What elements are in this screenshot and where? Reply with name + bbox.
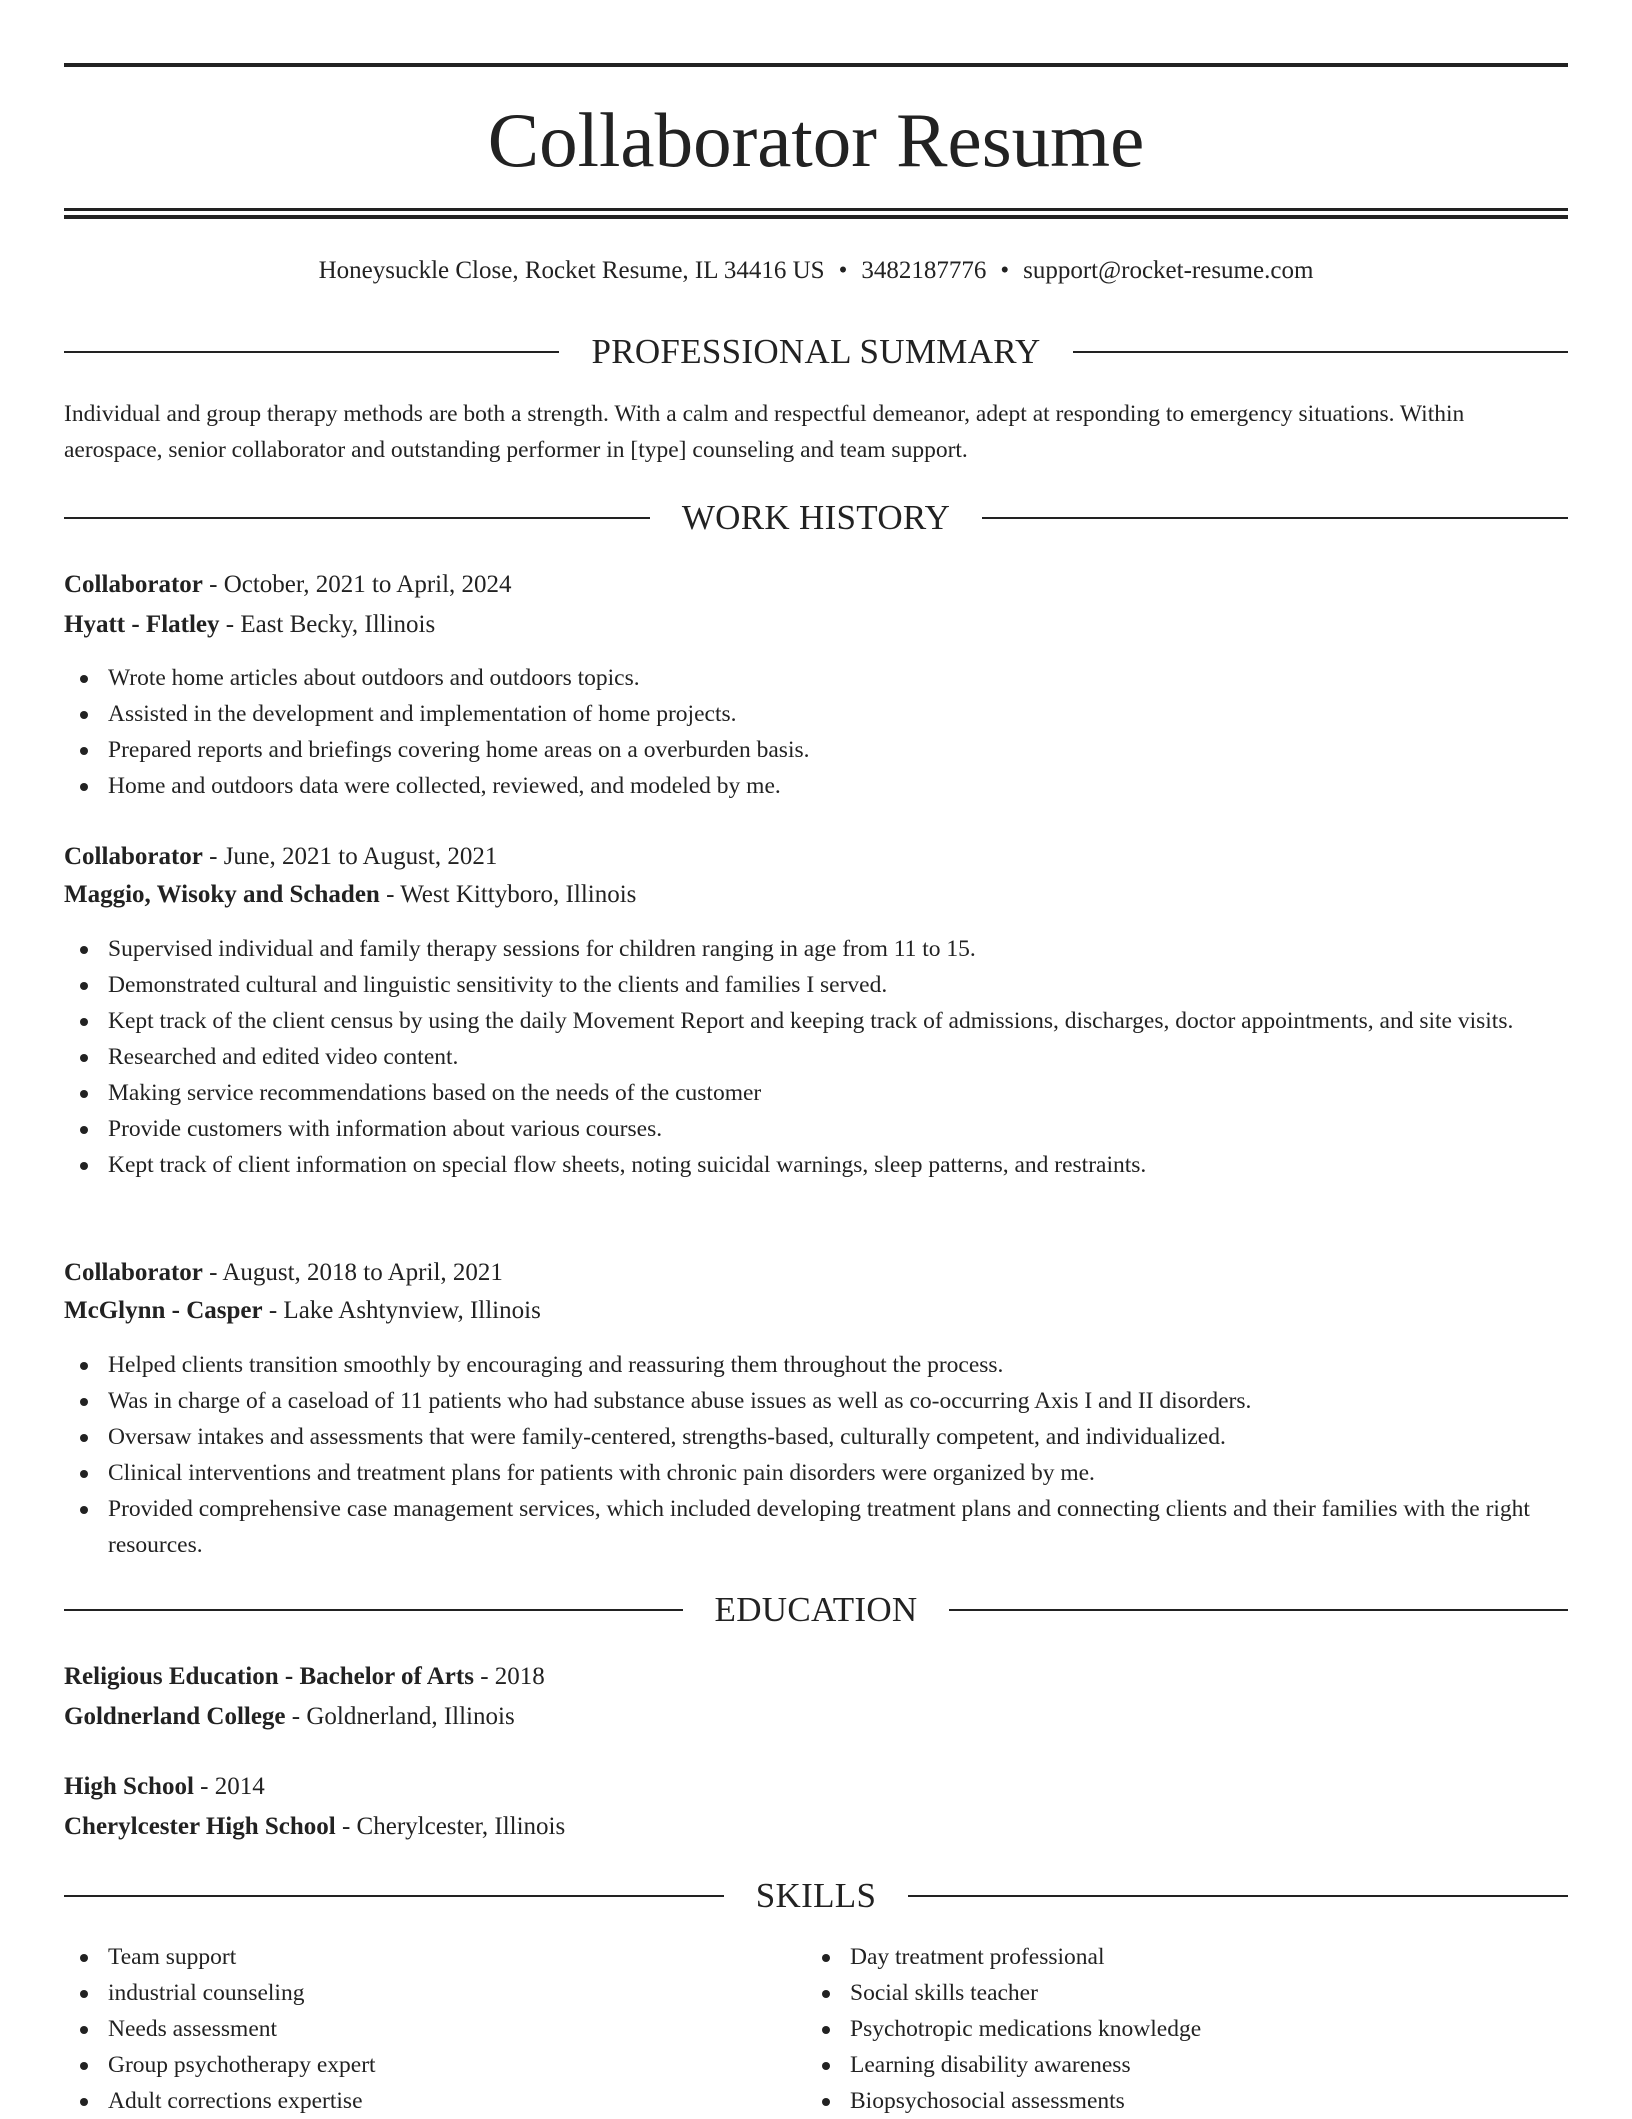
job-dates: - June, 2021 to August, 2021	[202, 843, 498, 870]
list-item: Wrote home articles about outdoors and outdoors topics.	[64, 660, 1568, 696]
job-title: Collaborator	[64, 571, 203, 598]
top-rule	[64, 63, 1568, 67]
list-item: Oversaw intakes and assessments that were family-centered, strengths-based, culturally competent, and individualized.	[64, 1419, 1568, 1455]
list-item: Assisted in the development and implementation of home projects.	[64, 696, 1568, 732]
list-item: Demonstrated cultural and linguistic sensitivity to the clients and families I served.	[64, 967, 1568, 1003]
job-dates: - October, 2021 to April, 2024	[202, 571, 512, 598]
job-company-line	[64, 876, 1568, 914]
contact-phone: 3482187776	[861, 257, 987, 284]
list-item: Psychotropic medications knowledge	[806, 2011, 1632, 2047]
resume-title: Collaborator Resume	[487, 97, 1145, 183]
section-heading-work-history	[64, 496, 1568, 540]
education-school: Cherylcester High School	[64, 1813, 336, 1840]
section-title: SKILLS	[755, 1876, 877, 1915]
list-item: Biopsychosocial assessments	[806, 2083, 1632, 2119]
section-title: PROFESSIONAL SUMMARY	[591, 332, 1041, 371]
list-item: Day treatment professional	[806, 1939, 1632, 1975]
heading-rule	[908, 1895, 1568, 1897]
summary-text: Individual and group therapy methods are both a strength. With a calm and respectful demeanor, adept at responding to emergency situations. Within aerospace, senior collaborator and outstanding performer in [type] counseling and team support.	[64, 401, 1465, 463]
job-company-line	[64, 606, 1568, 644]
heading-rule	[64, 1895, 724, 1897]
job-company: Hyatt - Flatley	[64, 611, 220, 638]
job-title: Collaborator	[64, 843, 203, 870]
list-item: industrial counseling	[64, 1975, 1568, 2011]
list-item: Prepared reports and briefings covering home areas on a overburden basis.	[64, 732, 1568, 768]
job-location: - Lake Ashtynview, Illinois	[262, 1297, 541, 1324]
heading-rule	[982, 517, 1568, 519]
education-year: - 2014	[193, 1773, 265, 1800]
education-degree-line	[64, 1768, 1568, 1806]
list-item: Helped clients transition smoothly by encouraging and reassuring them throughout the process.	[64, 1347, 1568, 1383]
section-title: EDUCATION	[714, 1590, 918, 1629]
list-item: Adult corrections expertise	[64, 2083, 1568, 2119]
list-item: Researched and edited video content.	[64, 1039, 1568, 1075]
education-school-line	[64, 1808, 1568, 1846]
list-item: Group psychotherapy expert	[64, 2047, 1568, 2083]
section-heading-summary	[64, 330, 1568, 374]
list-item: Provided comprehensive case management services, which included developing treatment plans and connecting clients and their families with the right resources.	[64, 1491, 1568, 1563]
education-degree: High School	[64, 1773, 194, 1800]
job-title-line	[64, 838, 1568, 876]
list-item: Learning disability awareness	[806, 2047, 1632, 2083]
skills-list-right	[806, 1939, 1632, 2119]
list-item: Social skills teacher	[806, 1975, 1632, 2011]
section-title: WORK HISTORY	[681, 498, 951, 537]
list-item: Kept track of client information on special flow sheets, noting suicidal warnings, sleep patterns, and restraints.	[64, 1147, 1568, 1183]
list-item: Clinical interventions and treatment plans for patients with chronic pain disorders were organized by me.	[64, 1455, 1568, 1491]
list-item: Was in charge of a caseload of 11 patients who had substance abuse issues as well as co-occurring Axis I and II disorders.	[64, 1383, 1568, 1419]
section-heading-education	[64, 1588, 1568, 1632]
contact-separator: •	[1000, 257, 1010, 284]
education-location: - Goldnerland, Illinois	[285, 1703, 515, 1730]
contact-email: support@rocket-resume.com	[1023, 257, 1314, 284]
job-title: Collaborator	[64, 1259, 203, 1286]
job-bullets	[64, 931, 1568, 1183]
job-title-line	[64, 566, 1568, 604]
heading-rule	[64, 1609, 683, 1611]
job-company: McGlynn - Casper	[64, 1297, 263, 1324]
contact-address: Honeysuckle Close, Rocket Resume, IL 34416 US	[318, 257, 825, 284]
list-item: Provide customers with information about various courses.	[64, 1111, 1568, 1147]
job-location: - West Kittyboro, Illinois	[379, 881, 637, 908]
heading-rule	[1073, 351, 1568, 353]
job-company-line	[64, 1292, 1568, 1330]
list-item: Supervised individual and family therapy sessions for children ranging in age from 11 to 15.	[64, 931, 1568, 967]
list-item: Kept track of the client census by using the daily Movement Report and keeping track of admissions, discharges, doctor appointments, and site visits.	[64, 1003, 1568, 1039]
education-location: - Cherylcester, Illinois	[335, 1813, 566, 1840]
education-school: Goldnerland College	[64, 1703, 286, 1730]
job-title-line	[64, 1254, 1568, 1292]
title-rule-lower	[64, 215, 1568, 219]
education-year: - 2018	[473, 1663, 545, 1690]
job-company: Maggio, Wisoky and Schaden	[64, 881, 380, 908]
job-bullets	[64, 660, 1568, 804]
heading-rule	[64, 517, 650, 519]
list-item: Making service recommendations based on the needs of the customer	[64, 1075, 1568, 1111]
education-school-line	[64, 1698, 1568, 1736]
list-item: Home and outdoors data were collected, reviewed, and modeled by me.	[64, 768, 1568, 804]
education-degree: Religious Education - Bachelor of Arts	[64, 1663, 474, 1690]
list-item: Team support	[64, 1939, 1568, 1975]
education-degree-line	[64, 1658, 1568, 1696]
contact-separator: •	[838, 257, 848, 284]
list-item: Needs assessment	[64, 2011, 1568, 2047]
job-bullets	[64, 1347, 1568, 1563]
job-dates: - August, 2018 to April, 2021	[202, 1259, 503, 1286]
heading-rule	[949, 1609, 1568, 1611]
title-rule-upper	[64, 208, 1568, 211]
job-location: - East Becky, Illinois	[219, 611, 436, 638]
heading-rule	[64, 351, 559, 353]
section-heading-skills	[64, 1874, 1568, 1918]
contact-line	[64, 254, 1568, 288]
